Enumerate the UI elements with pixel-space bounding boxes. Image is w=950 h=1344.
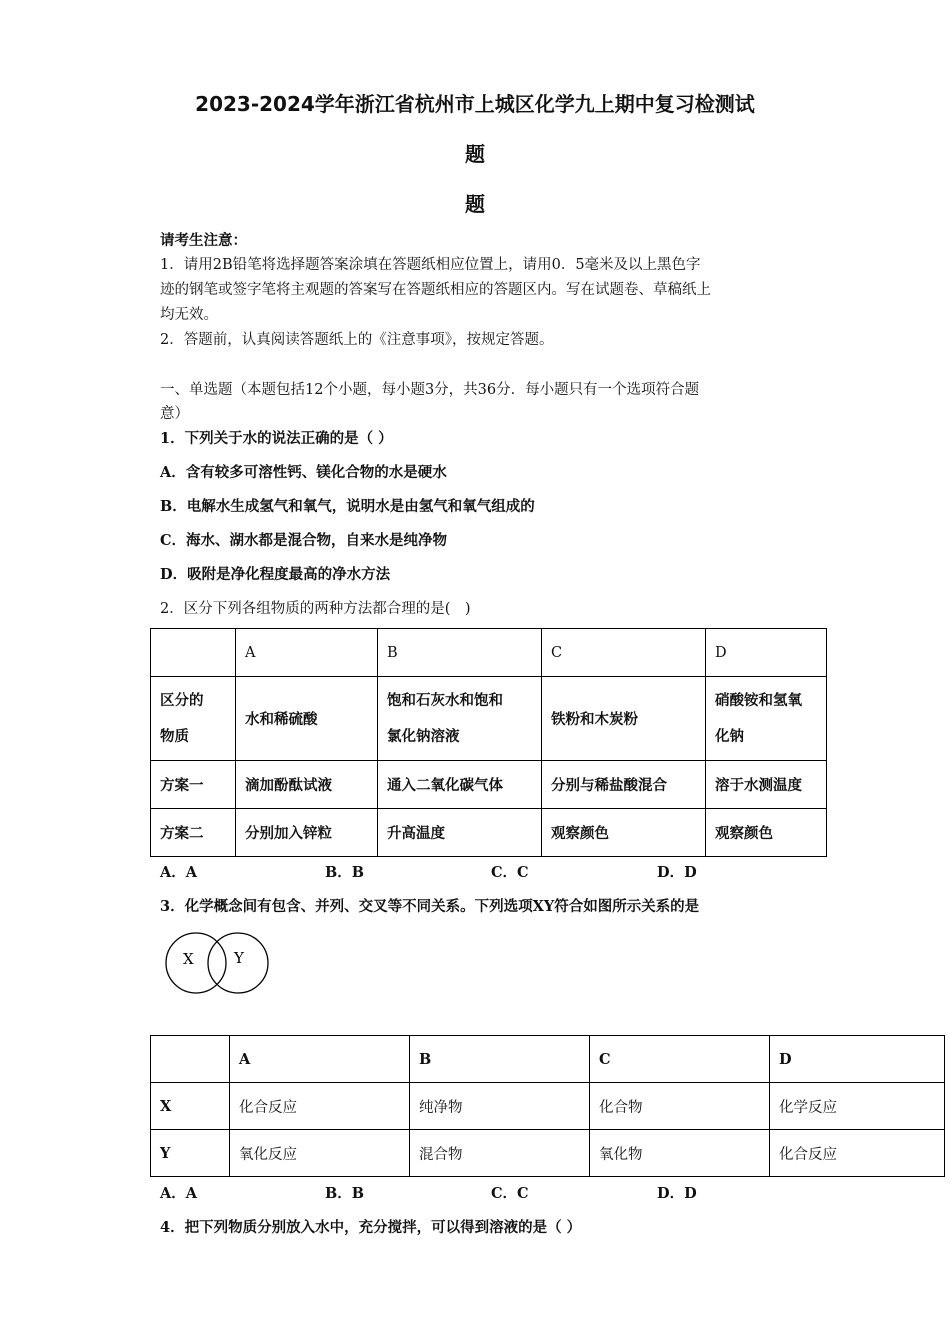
table-row [151,761,827,809]
section-heading-cont: 意） [160,406,189,422]
cell-text: 氯化钠溶液 [387,727,460,745]
q3-option-b: B．B [325,1185,365,1202]
q4-stem: 4．把下列物质分别放入水中，充分搅拌，可以得到溶液的是（ ） [160,1219,582,1236]
q2-option-d: D．D [657,864,697,881]
q2-option-a: A．A [160,864,198,881]
table-header-b: B [410,1036,590,1083]
section-heading: 一、单选题（本题包括12个小题，每小题3分，共36分．每小题只有一个选项符合题 [160,382,700,398]
table-cell: 升高温度 [378,809,542,857]
table-cell: 铁粉和木炭粉 [542,677,706,761]
table-cell: 方案二 [151,809,236,857]
table-header-c: C [590,1036,770,1083]
table-row [151,1083,945,1130]
notice-header: 请考生注意： [160,232,247,249]
q3-table [150,1035,945,1177]
notice-item-1-cont2: 均无效。 [160,307,218,323]
q1-stem: 1．下列关于水的说法正确的是（ ） [160,430,393,447]
page-title: 2023-2024学年浙江省杭州市上城区化学九上期中复习检测试 [195,92,755,116]
table-cell: X [151,1083,230,1130]
notice-item-2: 2．答题前，认真阅读答题纸上的《注意事项》，按规定答题。 [160,332,554,348]
table-cell: Y [151,1130,230,1177]
table-header-d: D [706,629,827,677]
q1-option-d: D．吸附是净化程度最高的净水方法 [160,566,391,583]
q2-option-c: C．C [491,864,529,881]
table-row [151,1036,945,1083]
table-cell: 纯净物 [410,1083,590,1130]
table-row [151,629,827,677]
table-cell [151,629,236,677]
table-cell: 氧化物 [590,1130,770,1177]
q1-option-b: B．电解水生成氢气和氧气，说明水是由氢气和氧气组成的 [160,498,535,515]
table-cell [706,677,827,761]
table-header-c: C [542,629,706,677]
table-cell: 混合物 [410,1130,590,1177]
table-cell: 化合反应 [230,1083,410,1130]
venn-label-x: X [183,950,194,968]
page-title-line2: 题 [465,142,485,166]
venn-diagram [160,925,276,1001]
table-header-d: D [770,1036,945,1083]
row-label: 区分的 [160,691,204,709]
row-label: 物质 [160,727,189,745]
table-cell: 通入二氧化碳气体 [378,761,542,809]
notice-item-1: 1．请用2B铅笔将选择题答案涂填在答题纸相应位置上，请用0．5毫米及以上黑色字 [160,257,701,273]
q1-option-a: A．含有较多可溶性钙、镁化合物的水是硬水 [160,464,447,481]
table-cell: 化合反应 [770,1130,945,1177]
q3-stem: 3．化学概念间有包含、并列、交叉等不同关系。下列选项XY符合如图所示关系的是 [160,898,700,915]
table-header-a: A [230,1036,410,1083]
table-cell [151,1036,230,1083]
venn-label-y: Y [234,949,244,967]
table-cell [378,677,542,761]
table-cell: 分别与稀盐酸混合 [542,761,706,809]
table-cell: 分别加入锌粒 [236,809,378,857]
table-cell: 氧化反应 [230,1130,410,1177]
table-cell: 观察颜色 [542,809,706,857]
notice-item-1-cont: 迹的钢笔或签字笔将主观题的答案写在答题纸相应的答题区内。写在试题卷、草稿纸上 [160,282,711,298]
table-row [151,1130,945,1177]
table-cell: 滴加酚酞试液 [236,761,378,809]
table-cell: 观察颜色 [706,809,827,857]
q2-stem: 2．区分下列各组物质的两种方法都合理的是( ) [160,601,471,617]
q3-option-a: A．A [160,1185,198,1202]
table-cell: 方案一 [151,761,236,809]
q2-table [150,628,827,857]
table-header-a: A [236,629,378,677]
cell-text: 化钠 [715,727,744,745]
q3-option-c: C．C [491,1185,529,1202]
table-cell: 水和稀硫酸 [236,677,378,761]
q2-option-b: B．B [325,864,365,881]
table-cell: 溶于水测温度 [706,761,827,809]
q3-option-d: D．D [657,1185,697,1202]
table-row [151,809,827,857]
table-cell: 化合物 [590,1083,770,1130]
table-cell [151,677,236,761]
table-header-b: B [378,629,542,677]
table-row [151,677,827,761]
cell-text: 硝酸铵和氢氧 [715,691,802,709]
q1-option-c: C．海水、湖水都是混合物，自来水是纯净物 [160,532,448,549]
cell-text: 饱和石灰水和饱和 [387,691,503,709]
page-title-line3: 题 [465,192,485,216]
table-cell: 化学反应 [770,1083,945,1130]
